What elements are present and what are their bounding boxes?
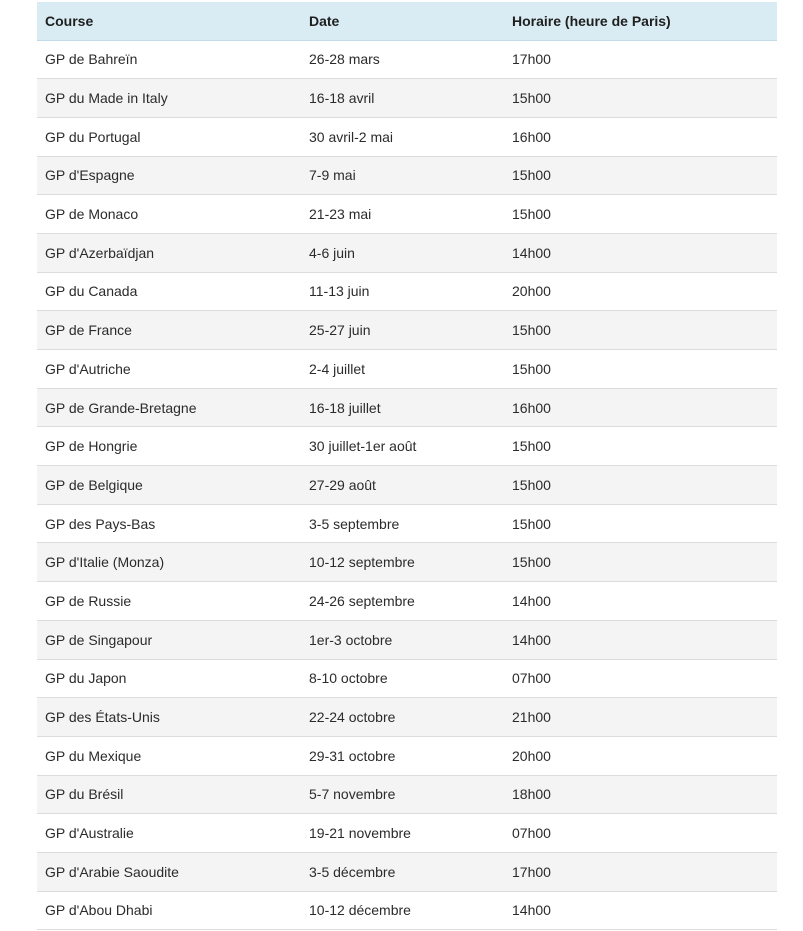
table-row [37,350,777,389]
table-row [37,736,777,775]
table-row [37,79,777,118]
table-row [37,504,777,543]
table-row [37,272,777,311]
cell-time: 21h00 [504,698,777,737]
cell-course: GP des États-Unis [37,698,301,737]
cell-date: 8-10 octobre [301,659,504,698]
table-row [37,156,777,195]
table-body [37,40,777,930]
cell-course: GP du Japon [37,659,301,698]
cell-date: 11-13 juin [301,272,504,311]
cell-date: 1er-3 octobre [301,620,504,659]
cell-date: 29-31 octobre [301,736,504,775]
cell-course: GP de France [37,311,301,350]
cell-date: 5-7 novembre [301,775,504,814]
cell-time: 20h00 [504,272,777,311]
header-course: Course [37,2,301,40]
cell-date: 3-5 décembre [301,852,504,891]
cell-course: GP de Belgique [37,466,301,505]
header-time: Horaire (heure de Paris) [504,2,777,40]
cell-course: GP d'Espagne [37,156,301,195]
cell-course: GP des Pays-Bas [37,504,301,543]
cell-time: 14h00 [504,620,777,659]
schedule-table-container [37,2,777,930]
cell-date: 25-27 juin [301,311,504,350]
table-row [37,195,777,234]
cell-time: 15h00 [504,466,777,505]
cell-date: 27-29 août [301,466,504,505]
table-row [37,698,777,737]
cell-date: 30 avril-2 mai [301,117,504,156]
cell-course: GP du Brésil [37,775,301,814]
cell-time: 20h00 [504,736,777,775]
cell-course: GP de Hongrie [37,427,301,466]
cell-date: 16-18 juillet [301,388,504,427]
table-row [37,582,777,621]
cell-time: 14h00 [504,891,777,930]
cell-course: GP du Made in Italy [37,79,301,118]
cell-date: 16-18 avril [301,79,504,118]
cell-time: 17h00 [504,852,777,891]
cell-date: 30 juillet-1er août [301,427,504,466]
cell-time: 15h00 [504,79,777,118]
cell-course: GP de Monaco [37,195,301,234]
cell-time: 18h00 [504,775,777,814]
cell-time: 15h00 [504,504,777,543]
table-row [37,311,777,350]
table-row [37,233,777,272]
cell-course: GP du Portugal [37,117,301,156]
cell-date: 26-28 mars [301,40,504,79]
cell-time: 15h00 [504,311,777,350]
cell-course: GP du Canada [37,272,301,311]
cell-course: GP d'Australie [37,814,301,853]
cell-course: GP de Grande-Bretagne [37,388,301,427]
cell-course: GP de Russie [37,582,301,621]
cell-course: GP d'Autriche [37,350,301,389]
cell-time: 15h00 [504,195,777,234]
cell-course: GP de Singapour [37,620,301,659]
table-row [37,40,777,79]
cell-time: 07h00 [504,659,777,698]
table-row [37,388,777,427]
cell-date: 21-23 mai [301,195,504,234]
cell-date: 7-9 mai [301,156,504,195]
cell-date: 19-21 novembre [301,814,504,853]
table-row [37,543,777,582]
cell-date: 3-5 septembre [301,504,504,543]
cell-time: 17h00 [504,40,777,79]
cell-time: 14h00 [504,233,777,272]
cell-course: GP d'Azerbaïdjan [37,233,301,272]
cell-time: 15h00 [504,156,777,195]
cell-course: GP de Bahreïn [37,40,301,79]
cell-date: 2-4 juillet [301,350,504,389]
table-row [37,117,777,156]
cell-course: GP d'Arabie Saoudite [37,852,301,891]
cell-time: 15h00 [504,350,777,389]
header-date: Date [301,2,504,40]
schedule-table [37,2,777,930]
table-row [37,659,777,698]
cell-time: 14h00 [504,582,777,621]
cell-course: GP du Mexique [37,736,301,775]
table-row [37,814,777,853]
header-row [37,2,777,40]
cell-time: 16h00 [504,117,777,156]
cell-course: GP d'Abou Dhabi [37,891,301,930]
cell-date: 24-26 septembre [301,582,504,621]
cell-time: 15h00 [504,543,777,582]
cell-time: 16h00 [504,388,777,427]
table-row [37,620,777,659]
table-header [37,2,777,40]
cell-date: 10-12 décembre [301,891,504,930]
cell-course: GP d'Italie (Monza) [37,543,301,582]
cell-date: 22-24 octobre [301,698,504,737]
table-row [37,466,777,505]
table-row [37,775,777,814]
table-row [37,427,777,466]
table-row [37,852,777,891]
table-row [37,891,777,930]
cell-date: 4-6 juin [301,233,504,272]
cell-date: 10-12 septembre [301,543,504,582]
cell-time: 15h00 [504,427,777,466]
cell-time: 07h00 [504,814,777,853]
